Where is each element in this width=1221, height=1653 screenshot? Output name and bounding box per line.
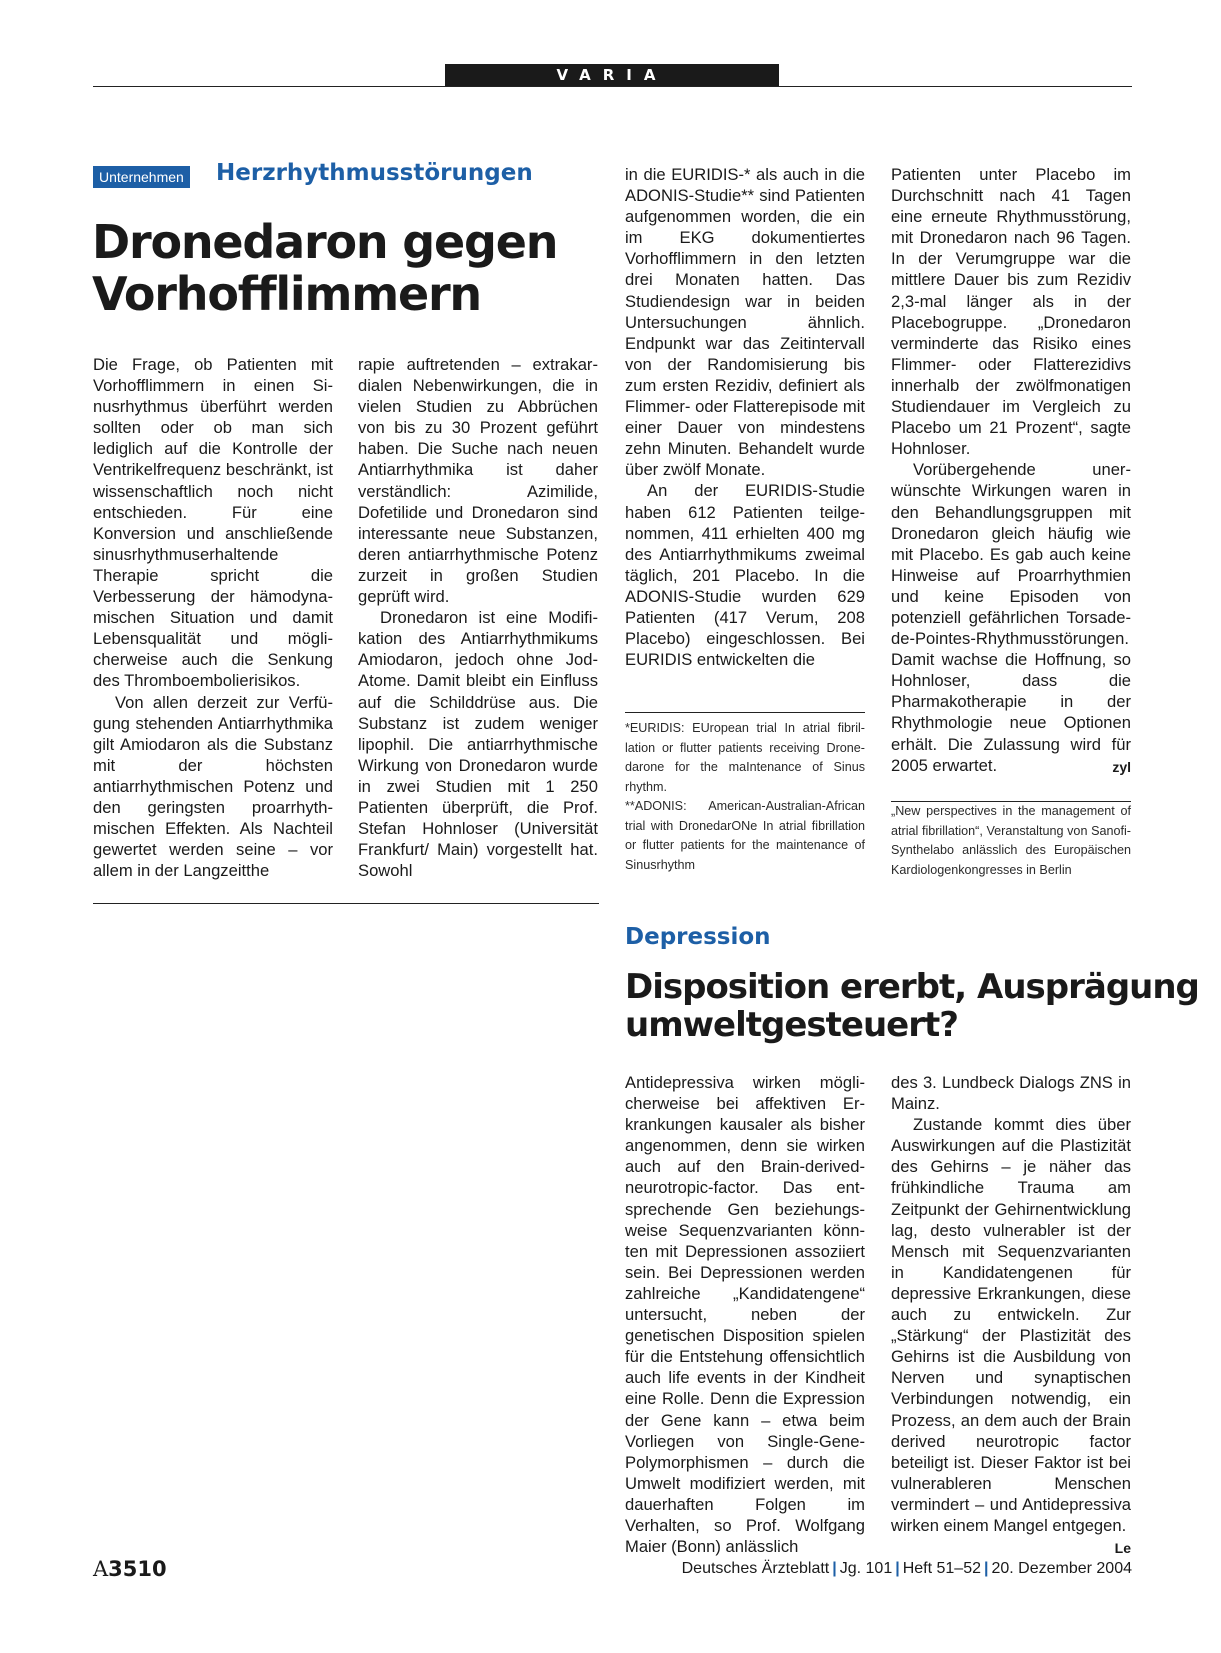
journal-volume: Jg. 101 [839,1560,893,1577]
article1-column-1 [93,354,333,881]
article2-kicker: Depression [625,924,771,950]
article1-paragraph: An der EURIDIS-Studie haben 612 Patienten teilgenommen, 411 erhielten 400 mg des Antiarrhythmikums zweimal täglich, 201 Placebo. In die ADONIS-Studie wurden 629 Patienten (417 Verum, 208 Placebo) eingeschlossen. Bei EURIDIS entwickelten die [625,481,865,670]
article1-paragraph: Die Frage, ob Patienten mit Vorhofflimmern in einen Sinusrhythmus überführt werden sollten oder ob man sich lediglich auf die Kontrolle der Ventrikelfrequenz beschränkt, ist wissenschaftlich noch nicht entschieden. Für eine Konversion und anschließende sinusrhythmuserhaltende Therapie spricht die Verbesserung der hämodynamischen Situation und damit Lebensqualität und möglicherweise auch die Senkung des Thromboembolierisikos. [93,355,333,691]
article1-paragraph [891,459,1131,775]
article1-last-paragraph-text: Vorübergehende unerwünschte Wirkungen waren in den Behandlungsgruppen mit Dronedaron gleich häufig wie mit Placebo. Es gab auch keine Hinweise auf Proarrhythmien und keine Episoden von potenziell gefährlichen Torsade-de-Pointes-Rhythmusstörungen. Damit wachse die Hoffnung, so Hohnloser, dass die Pharmakotherapie in der Rhythmologie neue Optionen erhält. Die Zulassung wird für 2005 erwartet. [891,460,1131,775]
article2-signature: Le [1114,1540,1131,1557]
article1-footnotes [625,719,865,875]
journal-name: Deutsches Ärzteblatt [681,1560,830,1577]
article1-paragraph: Patienten unter Placebo im Durchschnitt nach 41 Tagen eine erneute Rhythmusstörung, mit Dronedaron nach 96 Tagen. In der Verumgruppe war die mittlere Dauer bis zum Rezidiv 2,3-mal länger als in der Placebogruppe. „Dronedaron verminderte das Risiko eines Flimmer- oder Flatterezidivs innerhalb der zwölfmonatigen Studiendauer im Vergleich zu Placebo um 21 Prozent“, sagte Hohnloser. [891,165,1131,459]
article1-column-3 [625,164,865,670]
footer-separator: | [832,1560,837,1577]
top-rule [93,86,1132,87]
journal-footer [682,1560,1132,1578]
page-number-value: 3510 [108,1557,167,1581]
article1-column-2 [358,354,598,881]
page-prefix: A [93,1557,109,1581]
article1-paragraph: in die EURIDIS-* als auch in die ADONIS-Studie** sind Patienten aufgenommen worden, die ein im EKG dokumentiertes Vorhofflimmern in den letzten drei Monaten hatten. Das Studiendesign war in beiden Untersuchungen ähnlich. Endpunkt war das Zeitintervall von der Randomisierung bis zum ersten Rezidiv, definiert als Flimmer- oder Flatterepisode mit einer Dauer von mindestens zehn Minuten. Behandelt wurde über zwölf Monate. [625,165,865,480]
footer-separator: | [983,1560,989,1577]
article1-headline [92,216,557,320]
article2-headline-line1: Disposition ererbt, Ausprägung [625,967,1199,1007]
footnote-adonis: **ADONIS: American-Australian-African trial with DronedarONe In atrial fibrillation or flutter patients for the maintenance of Sinusrhythm [625,799,865,872]
article1-column-4 [891,164,1131,778]
article1-headline-line2: Vorhofflimmern [92,267,481,321]
article-separator-rule [93,903,599,904]
section-label: VARIA [445,64,779,86]
article1-paragraph: Von allen derzeit zur Verfügung stehenden Antiarrhythmika gilt Amiodaron als die Substanz mit der höchsten antiarrhythmischen Potenz und den geringsten proarrhythmischen Effekten. Als Nachteil gewertet werden seine – vor allem in der Langzeitthe [93,692,333,881]
article2-paragraph: des 3. Lundbeck Dialogs ZNS in Mainz. [891,1073,1131,1114]
journal-issue: Heft 51–52 [902,1560,981,1577]
article1-source-note: „New perspectives in the management of atrial fibrillation“, Veranstaltung von Sanofi-Synthelabo anlässlich des Europäischen Kardiologenkongresses in Berlin [891,804,1131,877]
article2-column-1 [625,1072,865,1557]
article1-paragraph: rapie auftretenden – extrakardialen Nebenwirkungen, die in vielen Studien zu Abbrüchen von bis zu 30 Prozent geführt haben. Die Suche nach neuen Antiarrhythmika ist daher verständlich: Azimilide, Dofetilide und Dronedaron sind interessante neue Substanzen, deren antiarrhythmische Potenz zurzeit in großen Studien geprüft wird. [358,355,598,607]
category-tag: Unternehmen [93,166,190,188]
article1-paragraph: Dronedaron ist eine Modifikation des Antiarrhythmikums Amiodaron, jedoch ohne JodAtome. Damit bleibt ein Einfluss auf die Schilddrüse aus. Die Substanz ist zudem weniger lipophil. Die antiarrhythmische Wirkung von Dronedaron wurde in zwei Studien mit 1 250 Patienten überprüft, die Prof. Stefan Hohnloser (Universität Frankfurt/ Main) vorgestellt hat. Sowohl [358,608,598,881]
article2-column-2 [891,1072,1131,1559]
article2-paragraph: Antidepressiva wirken möglicherweise bei affektiven Erkrankungen kausaler als bisher angenommen, denn sie wirken auch auf den Brain-derivedneurotropic-factor. Das entsprechende Gen beziehungsweise Sequenzvarianten könnten mit Depressionen assoziiert sein. Bei Depressionen werden zahlreiche „Kandidatengene“ untersucht, neben der genetischen Disposition spielen für die Entstehung offensichtlich auch life events in der Kindheit eine Rolle. Denn die Expression der Gene kann – etwa beim Vorliegen von Single-Gene-Polymorphismen – durch die Umwelt modifiziert werden, mit dauerhaften Folgen im Verhalten, so Prof. Wolfgang Maier (Bonn) anlässlich [625,1073,865,1557]
page-number [93,1557,167,1581]
footnote-euridis: *EURIDIS: EUropean trial In atrial fibrillation or flutter patients receiving Dronedarone for the maIntenance of Sinus rhythm. [625,721,865,794]
footnote-rule [625,712,865,713]
journal-date: 20. Dezember 2004 [991,1560,1132,1577]
article2-paragraph [891,1114,1131,1557]
article1-headline-line1: Dronedaron gegen [92,215,558,269]
article2-headline-line2: umweltgesteuert? [625,1005,958,1045]
footer-separator: | [895,1560,900,1577]
article1-signature: zyl [1112,758,1131,775]
article1-kicker: Herzrhythmusstörungen [216,160,533,186]
article2-last-paragraph-text: Zustande kommt dies über Auswirkungen auf die Plastizität des Gehirns – je näher das frühkindliche Trauma am Zeitpunkt der Gehirnentwicklung lag, desto vulnerabler ist der Mensch mit Sequenzvarianten in Kandidatengenen für depressive Erkrankungen, diese auch zu entwickeln. Zur „Stärkung“ der Plastizität des Gehirns ist die Ausbildung von Nerven und synaptischen Verbindungen notwendig, ein Prozess, an dem auch der Brain derived neurotropic factor beteiligt ist. Dieser Faktor ist bei vulnerableren Menschen vermindert – und Antidepressiva wirken einem Mangel entgegen. [891,1115,1131,1535]
article2-headline [625,968,1199,1044]
